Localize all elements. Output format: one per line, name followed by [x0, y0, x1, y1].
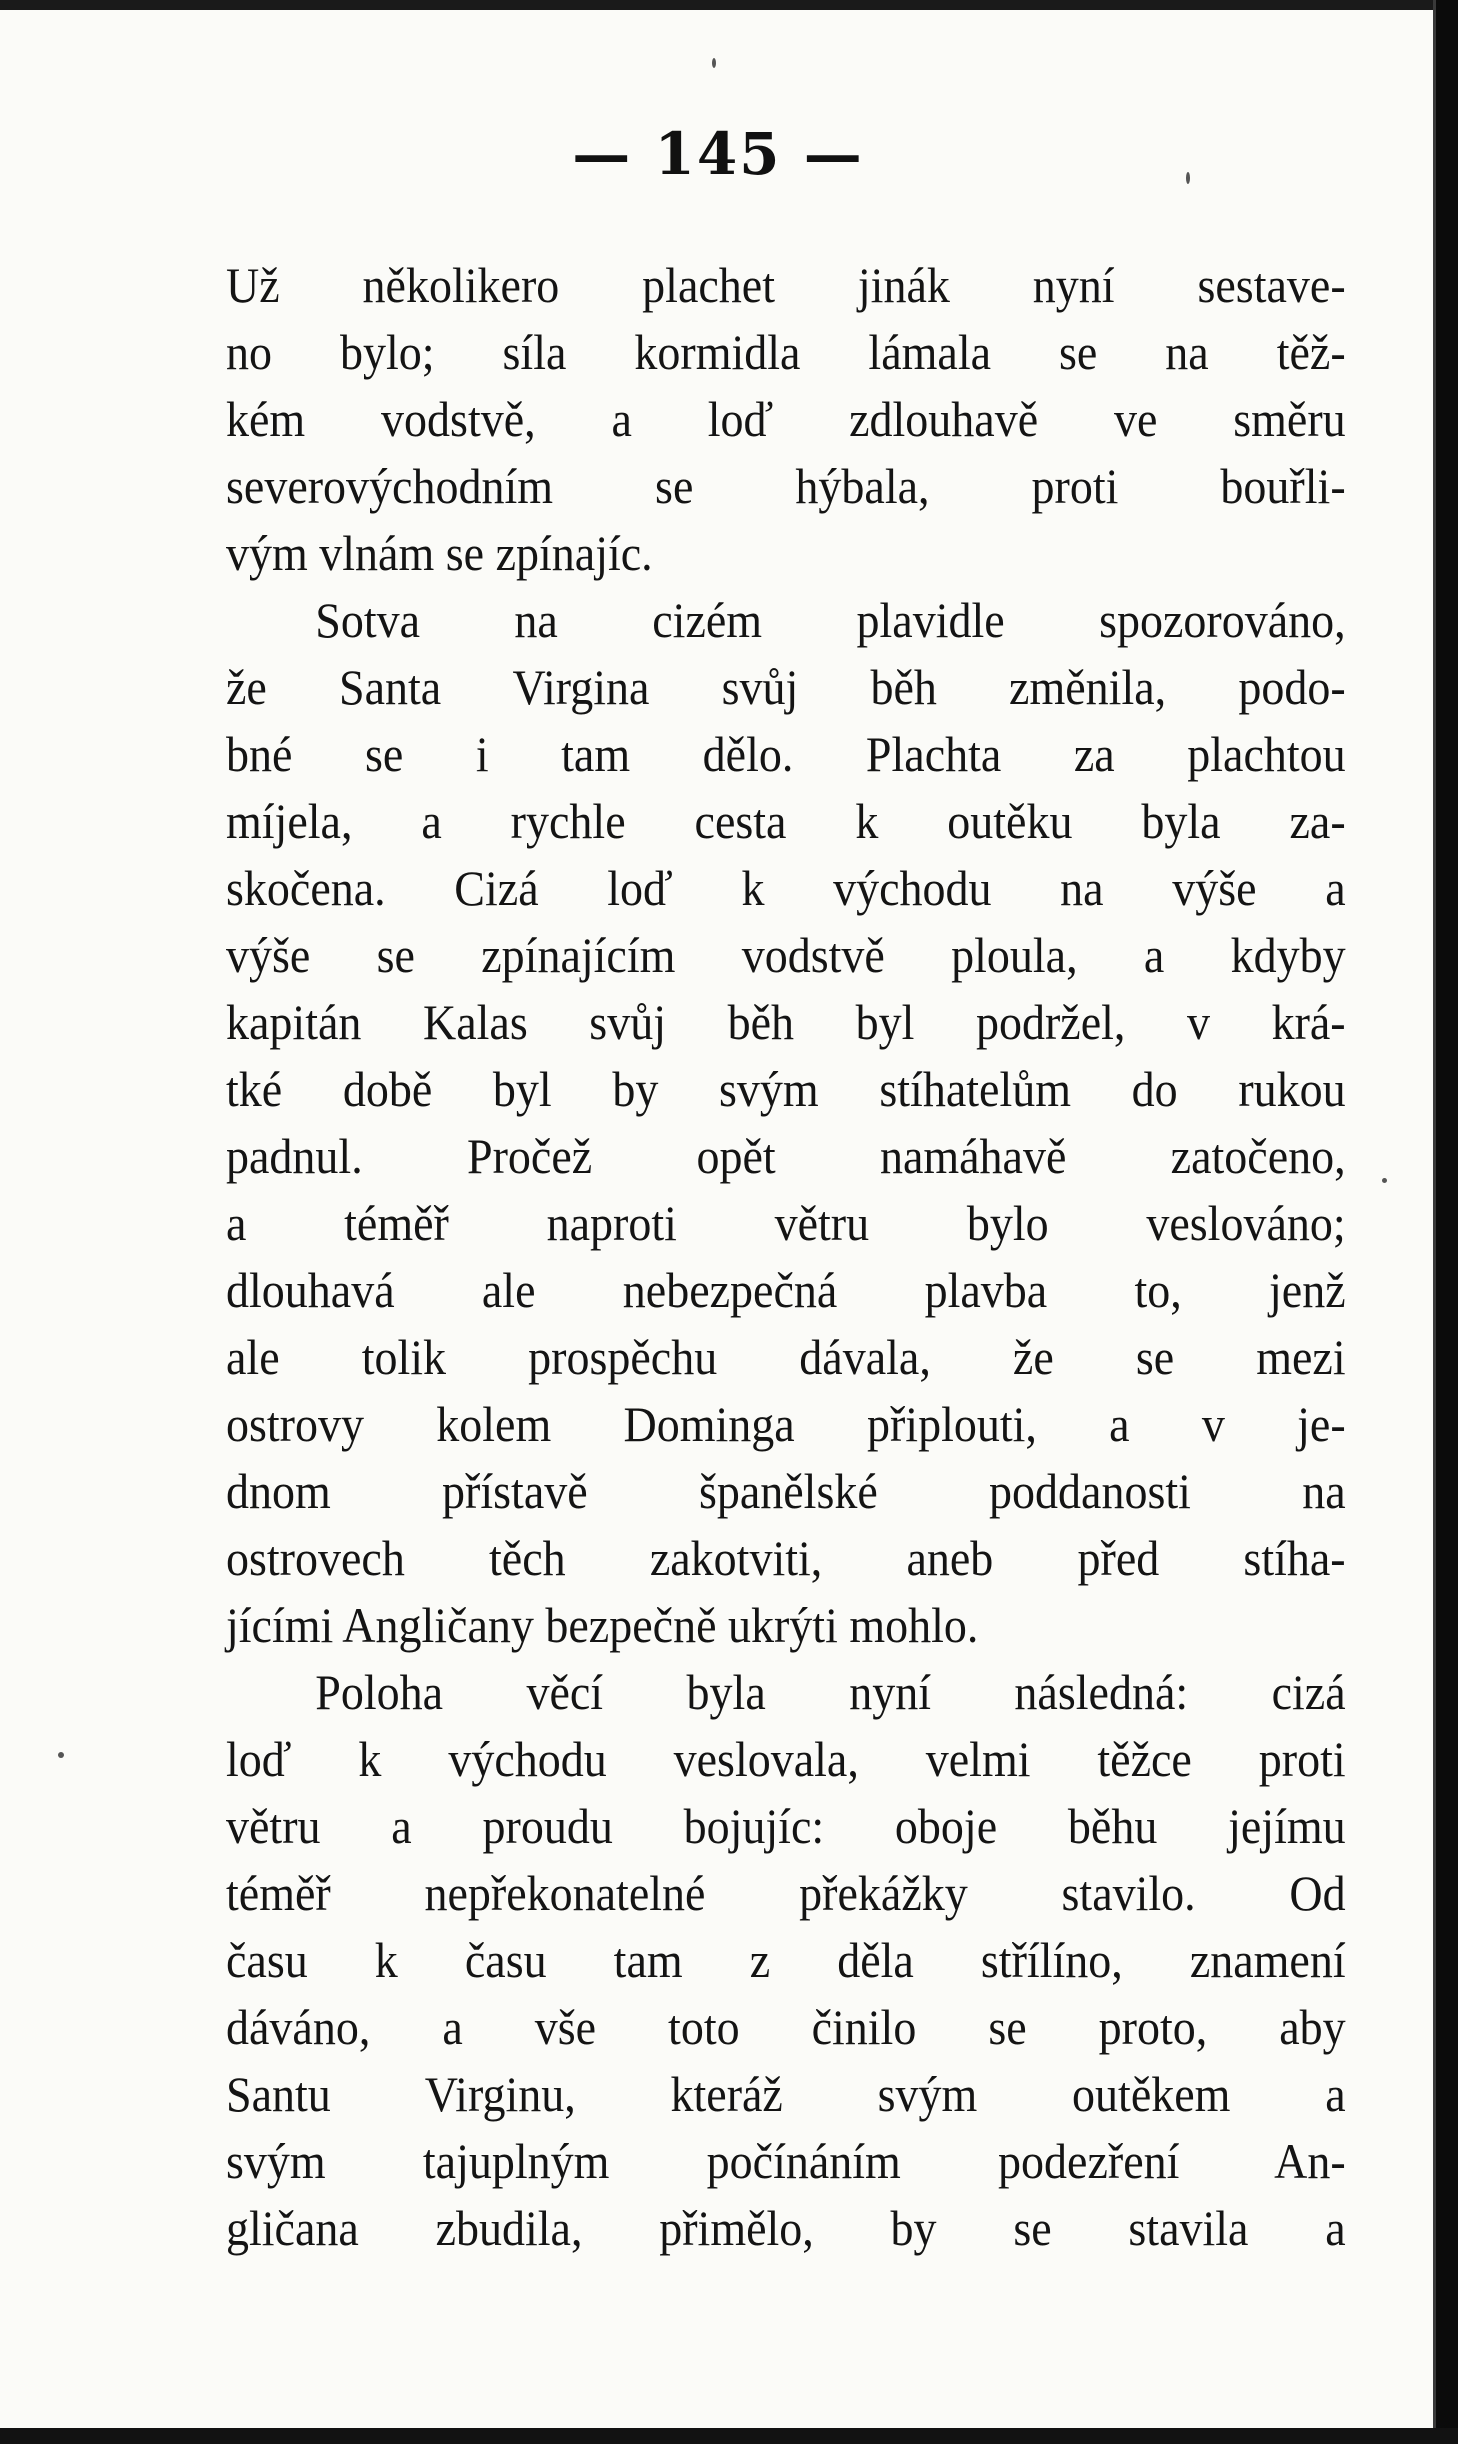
scan-border-right: [1436, 0, 1458, 2444]
text-line: dlouhavá ale nebezpečná plavba to, jenž: [226, 1262, 1346, 1318]
text-line: téměř nepřekonatelné překážky stavilo. Od: [226, 1865, 1346, 1921]
text-line: padnul. Pročež opět namáhavě zatočeno,: [226, 1128, 1346, 1184]
scan-border-bottom: [0, 2428, 1458, 2444]
text-line: Sotva na cizém plavidle spozorováno,: [315, 592, 1346, 648]
text-line: bné se i tam dělo. Plachta za plachtou: [226, 726, 1346, 782]
page-number: — 145 —: [572, 120, 864, 188]
body-text: [226, 252, 1346, 2262]
text-line: dáváno, a vše toto činilo se proto, aby: [226, 1999, 1346, 2055]
text-line: gličana zbudila, přimělo, by se stavila a: [226, 2200, 1346, 2256]
scan-speck: [1382, 1178, 1387, 1183]
scan-speck: [58, 1752, 64, 1758]
text-line: tké době byl by svým stíhatelům do rukou: [226, 1061, 1346, 1117]
text-line: Poloha věcí byla nyní následná: cizá: [315, 1664, 1346, 1720]
text-line: kapitán Kalas svůj běh byl podržel, v krá-: [226, 994, 1346, 1050]
text-line: výše se zpínajícím vodstvě ploula, a kdyby: [226, 927, 1346, 983]
scan-border-top: [0, 0, 1458, 10]
text-line: ale tolik prospěchu dávala, že se mezi: [226, 1329, 1346, 1385]
text-line: Už několikero plachet jinák nyní sestave-: [226, 257, 1346, 313]
scan-speck: [712, 58, 716, 68]
text-line: loď k východu veslovala, velmi těžce proti: [226, 1731, 1346, 1787]
text-line: větru a proudu bojujíc: oboje běhu jejímu: [226, 1798, 1346, 1854]
text-line: no bylo; síla kormidla lámala se na těž-: [226, 324, 1346, 380]
text-line: severovýchodním se hýbala, proti bouřli-: [226, 458, 1346, 514]
text-line: Santu Virginu, kteráž svým outěkem a: [226, 2066, 1346, 2122]
text-line: vým vlnám se zpínajíc.: [226, 525, 653, 581]
text-line: jícími Angličany bezpečně ukrýti mohlo.: [226, 1597, 979, 1653]
text-line: ostrovech těch zakotviti, aneb před stíha-: [226, 1530, 1346, 1586]
text-line: míjela, a rychle cesta k outěku byla za-: [226, 793, 1346, 849]
text-line: dnom přístavě španělské poddanosti na: [226, 1463, 1346, 1519]
text-line: času k času tam z děla střílíno, znamení: [226, 1932, 1346, 1988]
text-line: ostrovy kolem Dominga připlouti, a v je-: [226, 1396, 1346, 1452]
text-line: skočena. Cizá loď k východu na výše a: [226, 860, 1346, 916]
text-line: kém vodstvě, a loď zdlouhavě ve směru: [226, 391, 1346, 447]
text-line: a téměř naproti větru bylo veslováno;: [226, 1195, 1346, 1251]
text-line: že Santa Virgina svůj běh změnila, podo-: [226, 659, 1346, 715]
text-line: svým tajuplným počínáním podezření An-: [226, 2133, 1346, 2189]
